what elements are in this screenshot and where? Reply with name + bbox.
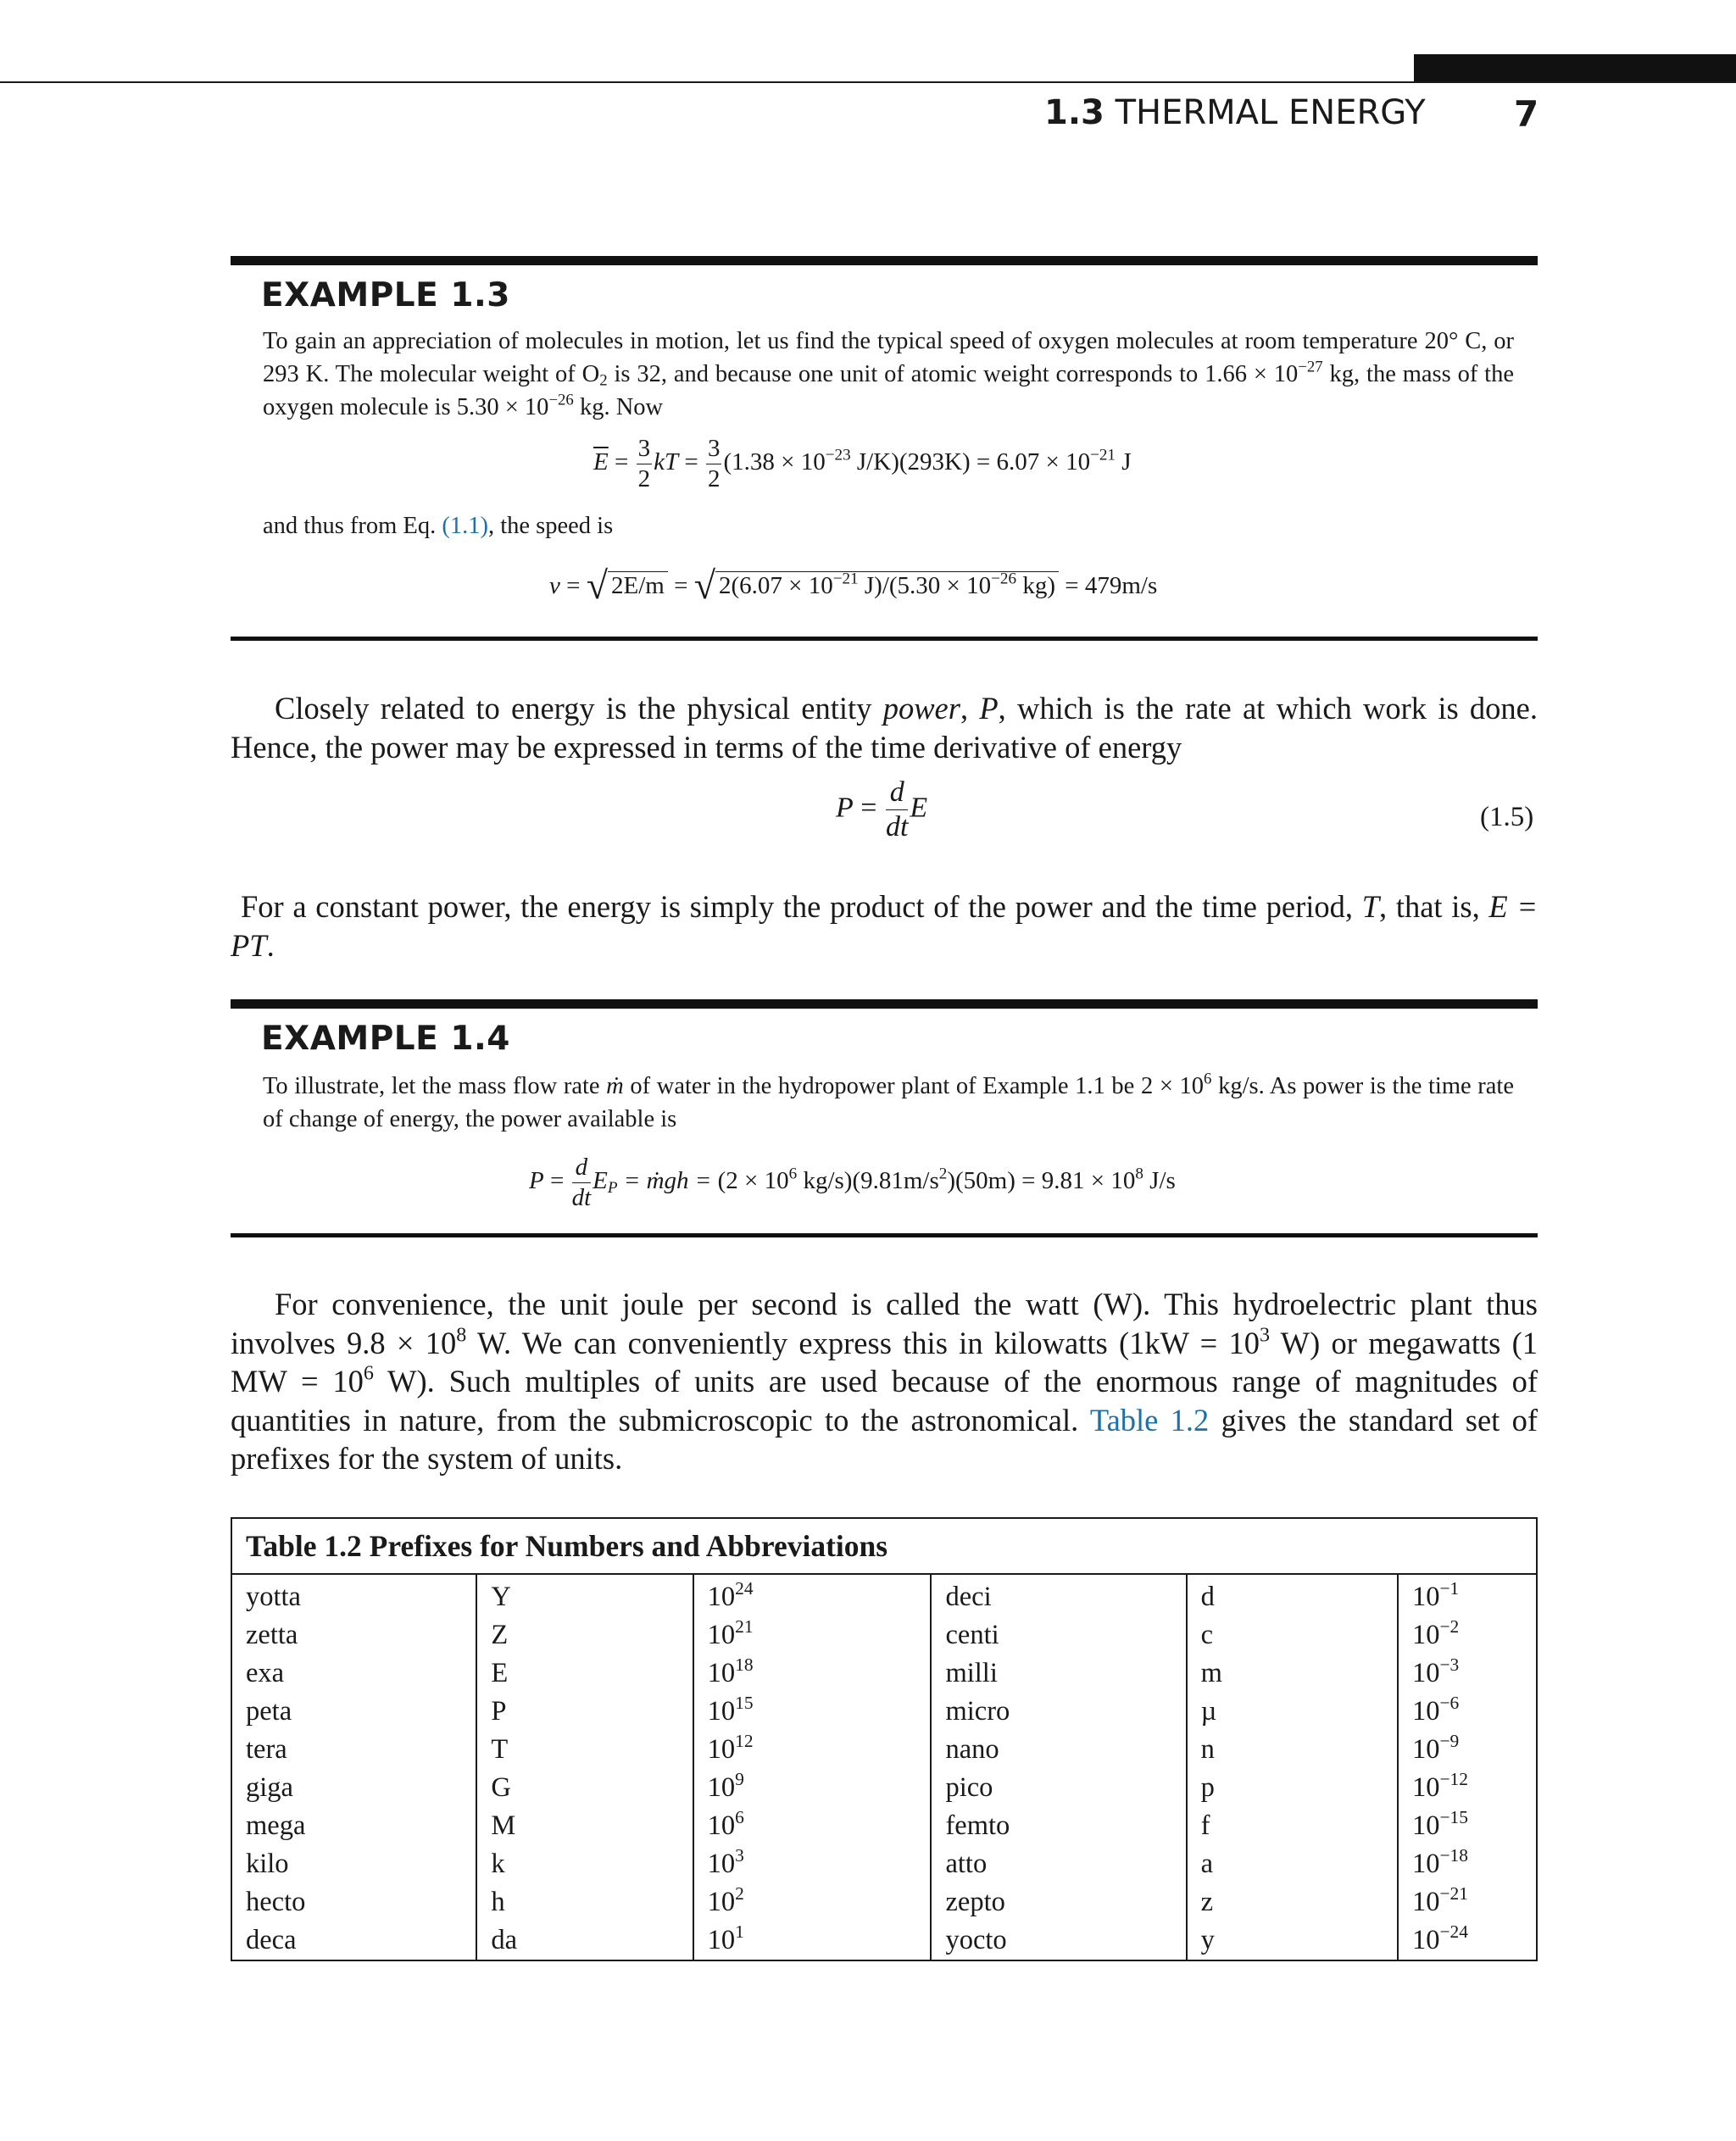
prefix-name: mega bbox=[231, 1807, 476, 1845]
table-row bbox=[231, 1693, 1537, 1731]
watt-paragraph: For convenience, the unit joule per second is called the watt (W). This hydroelectric plant thus involves $9.8 \times 10^8$ W. We can conveniently express this in kilowatts ($1kW = 10^3$ W) or megawatts (1 MW = $10^6$ W). Such multiples of units are used because of the enormous range of magnitudes of quantities in nature, from the submicroscopic to the astronomical. Table 1.2 gives the standard set of prefixes for the system of units. bbox=[231, 1287, 1538, 1476]
prefix-power: $10^{-24}$ bbox=[1398, 1921, 1537, 1960]
prefix-name: exa bbox=[231, 1654, 476, 1693]
table-row bbox=[231, 1654, 1537, 1693]
prefix-power: $10^{21}$ bbox=[693, 1616, 932, 1654]
example-1-3-bottom-rule bbox=[231, 637, 1538, 641]
example-1-4-paragraph: To illustrate, let the mass flow rate ṁ of water in the hydropower plant of Example 1.1 be $2 \times 10^6$ kg/s. As power is the time rate of change of energy, the power available is bbox=[263, 1070, 1514, 1132]
prefix-name: micro bbox=[931, 1693, 1186, 1731]
prefix-name: milli bbox=[931, 1654, 1186, 1693]
prefix-symbol: p bbox=[1187, 1769, 1398, 1807]
equation-number-1-5: (1.5) bbox=[1480, 802, 1534, 832]
power-paragraph: Closely related to energy is the physical entity power, P, which is the rate at which work is done. Hence, the power may be expressed in terms of the time derivative of energy bbox=[231, 691, 1538, 765]
prefix-name: atto bbox=[931, 1845, 1186, 1883]
prefix-power: $10^{-15}$ bbox=[1398, 1807, 1537, 1845]
prefix-power: $10^6$ bbox=[693, 1807, 932, 1845]
equation-1-5: P = $\frac{d}{dt}$ E bbox=[836, 776, 928, 842]
prefix-name: yotta bbox=[231, 1574, 476, 1616]
prefix-name: pico bbox=[931, 1769, 1186, 1807]
prefix-symbol: T bbox=[476, 1731, 693, 1769]
prefix-name: deci bbox=[931, 1574, 1186, 1616]
prefix-power: $10^{-21}$ bbox=[1398, 1883, 1537, 1921]
equation-speed: v = √ 2E/m = √ $2(6.07 \times 10^{-21}$ $J)/(5.30 \times 10^{-26}$ kg) = 479m/s bbox=[549, 564, 1158, 607]
prefix-symbol: k bbox=[476, 1845, 693, 1883]
prefix-power: $10^{-18}$ bbox=[1398, 1845, 1537, 1883]
prefix-power: $10^{-9}$ bbox=[1398, 1731, 1537, 1769]
prefix-name: femto bbox=[931, 1807, 1186, 1845]
prefix-power: $10^{-2}$ bbox=[1398, 1616, 1537, 1654]
prefix-power: $10^3$ bbox=[693, 1845, 932, 1883]
prefix-power: $10^{-12}$ bbox=[1398, 1769, 1537, 1807]
prefix-symbol: da bbox=[476, 1921, 693, 1960]
prefix-power: $10^{18}$ bbox=[693, 1654, 932, 1693]
prefix-power: $10^2$ bbox=[693, 1883, 932, 1921]
table-row bbox=[231, 1769, 1537, 1807]
example-1-3-paragraph: To gain an appreciation of molecules in motion, let us find the typical speed of oxygen molecules at room temperature 20° C, or 293 K. The molecular weight of $O_2$ is 32, and because one unit of atomic weight corresponds to $1.66 \times 10^{-27}$ kg, the mass of the oxygen molecule is $5.30 \times 10^{-26}$ kg. Now bbox=[263, 328, 1514, 420]
constant-power-paragraph: For a constant power, the energy is simply the product of the power and the time period, T, that is, E = PT. bbox=[231, 889, 1538, 963]
table-caption: Table 1.2 Prefixes for Numbers and Abbreviations bbox=[231, 1518, 1537, 1574]
page-number: 7 bbox=[1514, 93, 1539, 135]
prefix-power: $10^{12}$ bbox=[693, 1731, 932, 1769]
example-1-4-title: EXAMPLE 1.4 bbox=[261, 1020, 510, 1058]
prefix-power: $10^{-3}$ bbox=[1398, 1654, 1537, 1693]
table-row bbox=[231, 1883, 1537, 1921]
prefix-power: $10^{-6}$ bbox=[1398, 1693, 1537, 1731]
prefix-symbol: a bbox=[1187, 1845, 1398, 1883]
eq-1-1-link[interactable]: (1.1) bbox=[442, 513, 488, 539]
table-row bbox=[231, 1921, 1537, 1960]
example-1-3-paragraph-2: and thus from Eq. (1.1), the speed is bbox=[263, 513, 614, 539]
header-black-tab bbox=[1414, 54, 1736, 83]
prefix-power: $10^9$ bbox=[693, 1769, 932, 1807]
equation-mean-energy: $\overline{E}$ = $\frac{3}{2}$ kT = $\frac{3}{2}$ ($1.38 \times 10^{-23}$ $J/K)(293K) = 6.07 \times 10^{-21}$ J bbox=[593, 435, 1132, 492]
prefix-symbol: Y bbox=[476, 1574, 693, 1616]
equation-power-available: P = $\frac{d}{dt}$ $E_P$ = ṁgh = ($2 \times 10^6$ $kg/s)(9.81m/s^2)(50m) = 9.81 \times 10^8$ J/s bbox=[529, 1154, 1176, 1211]
prefix-name: hecto bbox=[231, 1883, 476, 1921]
prefix-symbol: n bbox=[1187, 1731, 1398, 1769]
prefix-symbol: y bbox=[1187, 1921, 1398, 1960]
prefix-power: $10^{15}$ bbox=[693, 1693, 932, 1731]
prefix-symbol: h bbox=[476, 1883, 693, 1921]
prefix-name: zetta bbox=[231, 1616, 476, 1654]
prefix-power: $10^{24}$ bbox=[693, 1574, 932, 1616]
prefix-name: giga bbox=[231, 1769, 476, 1807]
prefix-power: $10^{-1}$ bbox=[1398, 1574, 1537, 1616]
example-1-3-title: EXAMPLE 1.3 bbox=[261, 276, 510, 314]
prefix-symbol: f bbox=[1187, 1807, 1398, 1845]
prefix-name: zepto bbox=[931, 1883, 1186, 1921]
prefix-name: nano bbox=[931, 1731, 1186, 1769]
section-number: 1.3 bbox=[1044, 93, 1104, 132]
prefix-name: kilo bbox=[231, 1845, 476, 1883]
prefix-name: deca bbox=[231, 1921, 476, 1960]
table-row bbox=[231, 1574, 1537, 1616]
table-row bbox=[231, 1807, 1537, 1845]
prefix-symbol: c bbox=[1187, 1616, 1398, 1654]
prefix-symbol: M bbox=[476, 1807, 693, 1845]
example-1-3-top-rule bbox=[231, 256, 1538, 265]
prefix-symbol: P bbox=[476, 1693, 693, 1731]
table-row bbox=[231, 1845, 1537, 1883]
table-row bbox=[231, 1616, 1537, 1654]
running-head bbox=[1044, 93, 1426, 132]
prefix-power: $10^1$ bbox=[693, 1921, 932, 1960]
prefix-symbol: E bbox=[476, 1654, 693, 1693]
prefix-symbol: G bbox=[476, 1769, 693, 1807]
prefix-symbol: m bbox=[1187, 1654, 1398, 1693]
section-title: THERMAL ENERGY bbox=[1115, 93, 1426, 132]
prefix-name: centi bbox=[931, 1616, 1186, 1654]
prefix-symbol: z bbox=[1187, 1883, 1398, 1921]
prefix-symbol: µ bbox=[1187, 1693, 1398, 1731]
prefix-symbol: d bbox=[1187, 1574, 1398, 1616]
prefix-name: peta bbox=[231, 1693, 476, 1731]
table-1-2-link[interactable]: Table 1.2 bbox=[1089, 1402, 1210, 1438]
example-1-4-top-rule bbox=[231, 999, 1538, 1009]
prefix-table bbox=[231, 1517, 1538, 1961]
prefix-name: yocto bbox=[931, 1921, 1186, 1960]
example-1-4-bottom-rule bbox=[231, 1233, 1538, 1237]
prefix-symbol: Z bbox=[476, 1616, 693, 1654]
prefix-name: tera bbox=[231, 1731, 476, 1769]
header-rule bbox=[0, 81, 1736, 83]
table-row bbox=[231, 1731, 1537, 1769]
